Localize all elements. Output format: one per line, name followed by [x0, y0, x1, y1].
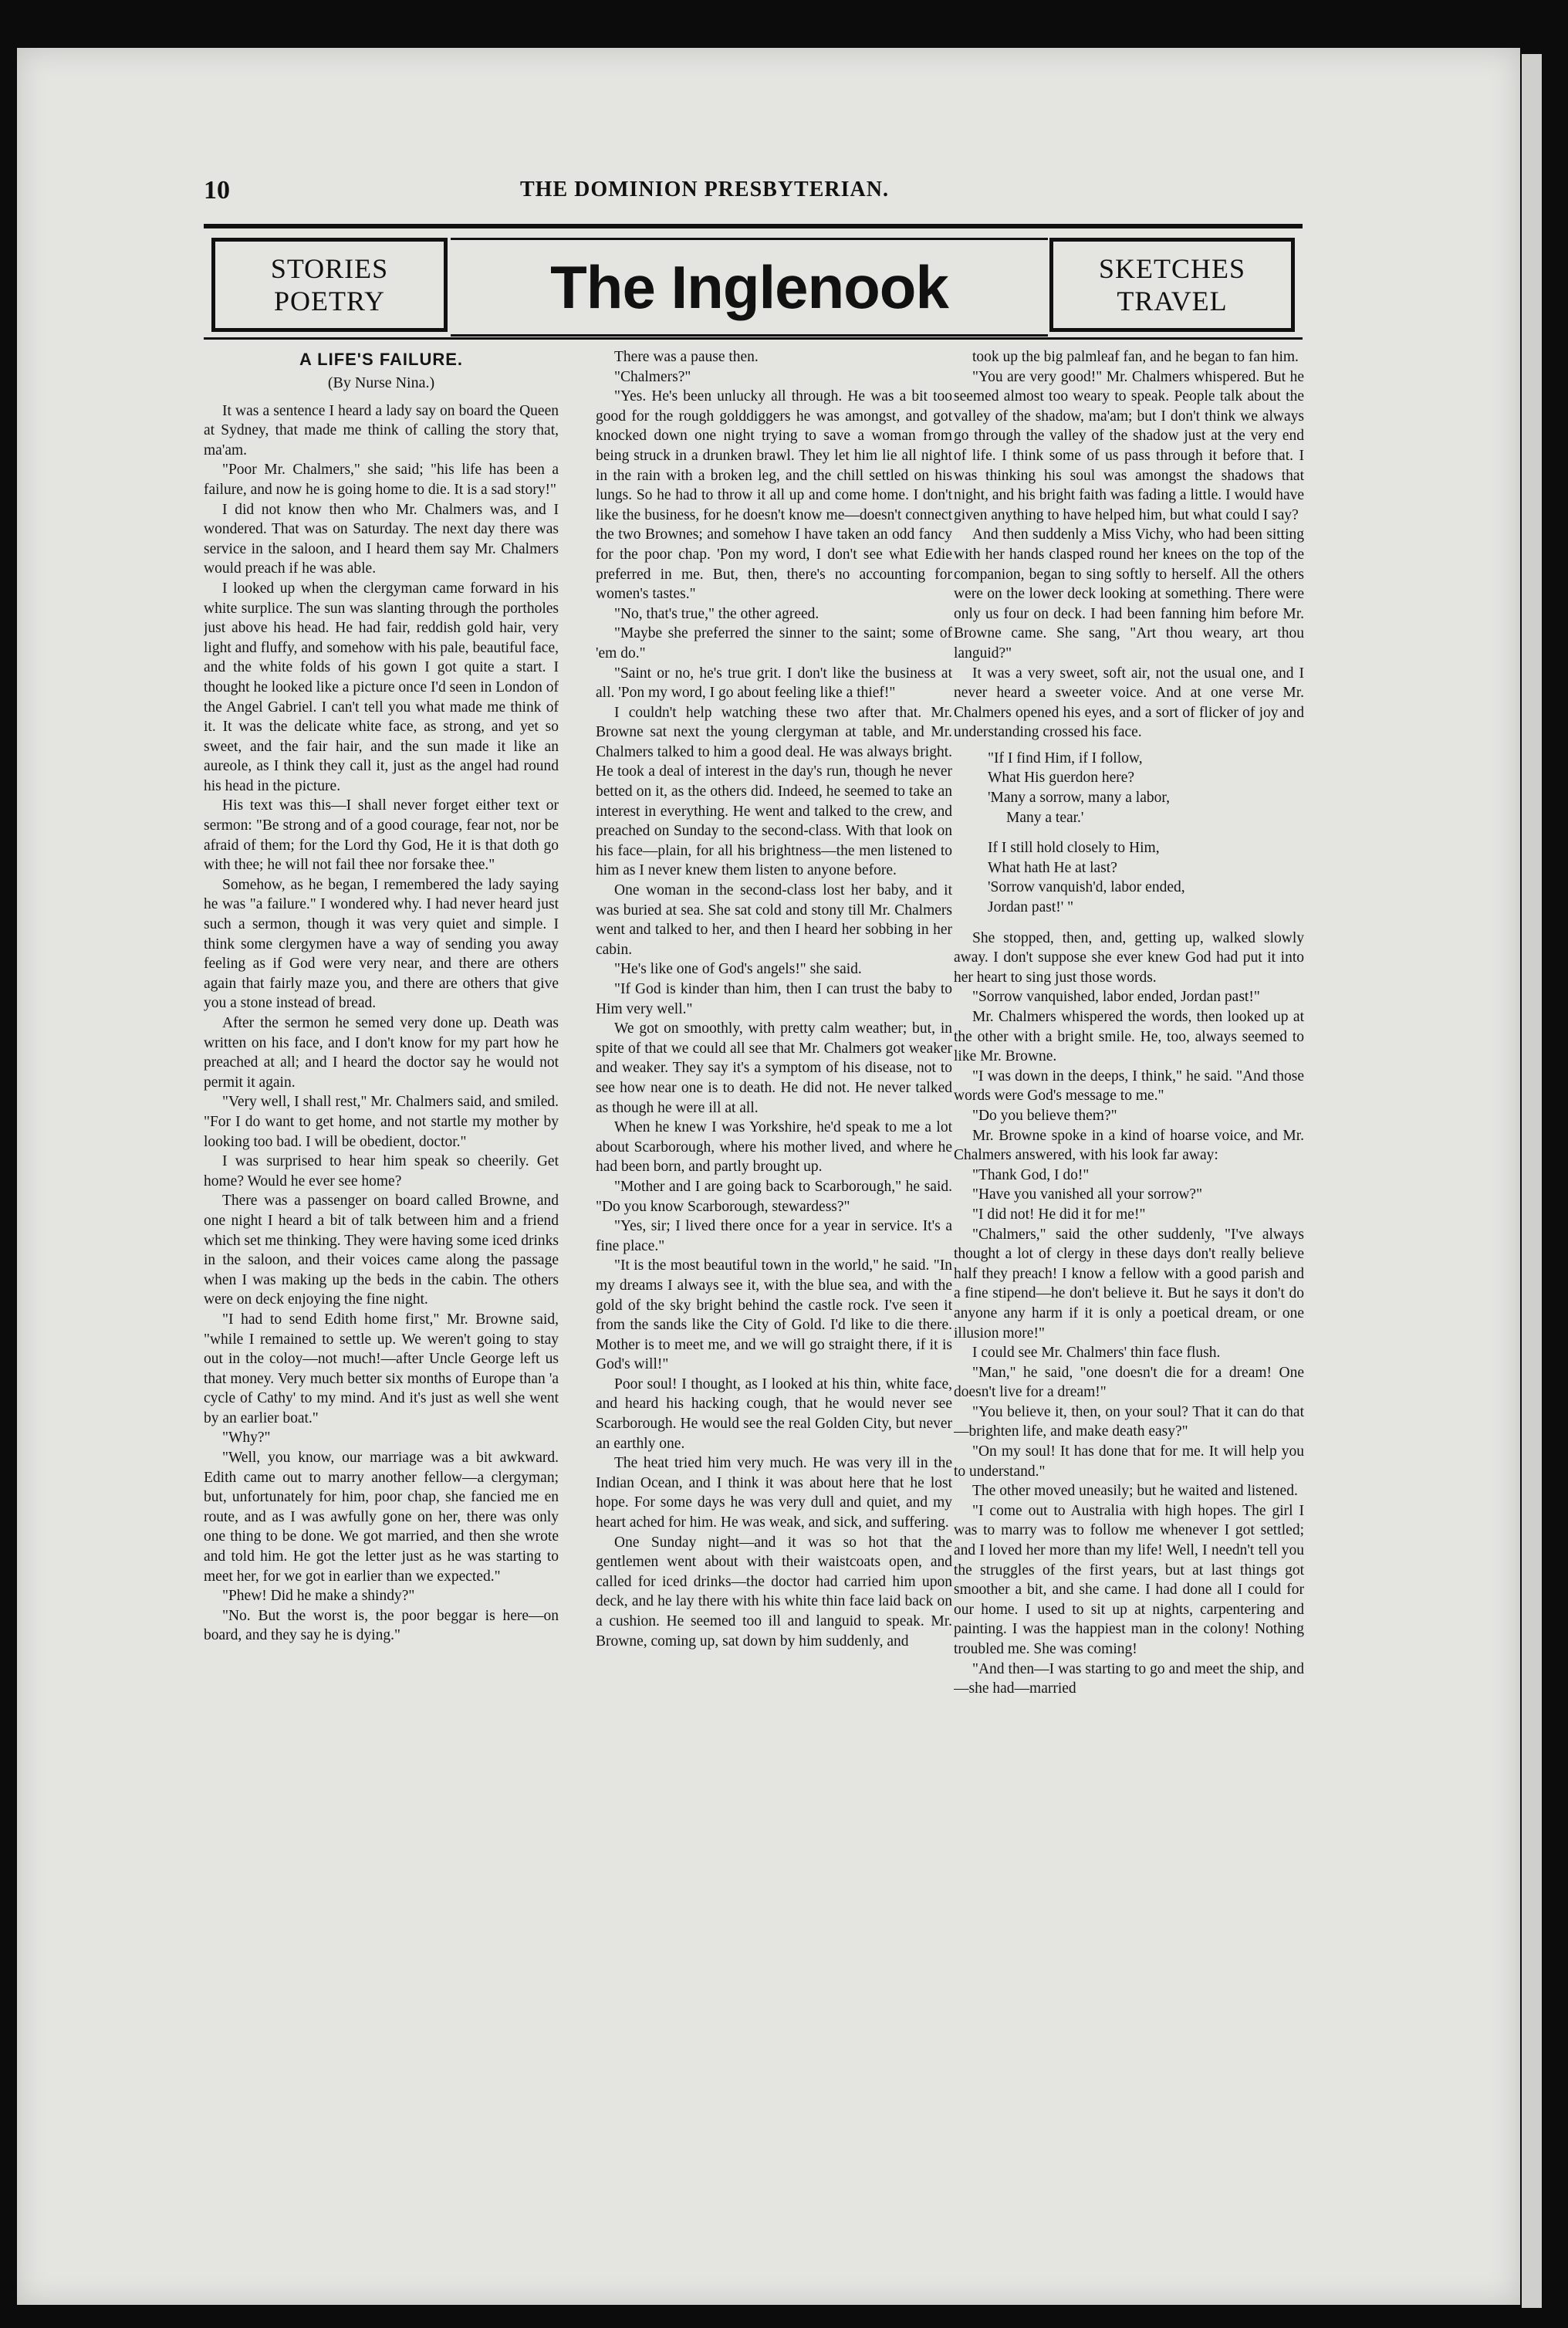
paragraph: "Why?": [222, 1430, 271, 1447]
paragraph: We got on smoothly, with pretty calm weather; but, in spite of that we could all see that Mr. Chalmers got weaker and weaker. They say it's a symptom of his disease, not to see how near one is to death. He did not. He never talked as though he were ill at all.: [596, 1020, 952, 1116]
masthead-right-label-1: SKETCHES: [1098, 253, 1246, 284]
paragraph: Poor soul! I thought, as I looked at his thin, white face, and heard his hacking cough, that he would never see Scarborough. He would see the real Golden City, but never an earthly one.: [596, 1375, 952, 1452]
paragraph: "Man," he said, "one doesn't die for a dream! One doesn't live for a dream!": [954, 1364, 1304, 1401]
paragraph: "Have you vanished all your sorrow?": [972, 1186, 1203, 1203]
paragraph: "Saint or no, he's true grit. I don't like the business at all. 'Pon my word, I go about feeling like a thief!": [596, 665, 952, 702]
paragraph: One woman in the second-class lost her baby, and it was buried at sea. She sat cold and stony till Mr. Chalmers went and talked to her, and then I heard her sobbing in her cabin.: [596, 882, 952, 958]
paragraph: "Chalmers," said the other suddenly, "I've always thought a lot of clergy in these days don't really believe half they preach! I know a fellow with a good parish and a fine stipend—he don't believe it. But he says it don't do anyone any harm if it is only a poetical dream, or one illusion more!": [954, 1226, 1304, 1342]
verse-line: "If I find Him, if I follow,: [988, 749, 1143, 766]
paragraph: It was a sentence I heard a lady say on board the Queen at Sydney, that made me think of calling the story that, ma'am.: [204, 402, 559, 458]
paragraph: "Thank God, I do!": [972, 1166, 1090, 1183]
verse-line: What hath He at last?: [988, 859, 1117, 876]
masthead-right-box: [1049, 238, 1295, 332]
paragraph: One Sunday night—and it was so hot that the gentlemen went about with their waistcoats open, and called for iced drinks—the doctor had carried him upon deck, and he lay there with his white thin face laid back on a cushion. He seemed too ill and languid to speak. Mr. Browne, coming up, sat down by him suddenly, and: [596, 1534, 952, 1650]
paragraph: "I did not! He did it for me!": [972, 1206, 1146, 1223]
paragraph: "If God is kinder than him, then I can trust the baby to Him very well.": [596, 981, 952, 1017]
running-head: [204, 176, 1299, 207]
column-3-body-bottom: [954, 929, 1304, 1699]
paragraph: And then suddenly a Miss Vichy, who had been sitting with her hands clasped round her knees on the top of the companion, began to sing softly to herself. All the others were on the lower deck looking at something. There were only us four on deck. I had been fanning him before Mr. Browne came. She sang, "Art thou weary, art thou languid?": [954, 526, 1304, 662]
paragraph: "I had to send Edith home first," Mr. Browne said, "while I remained to settle up. We weren't going to stay out in the coloy—not much!—after Uncle George left us that money. Very much better six months of Europe than 'a cycle of Cathy' to my mind. And it's just as well she went by an earlier boat.": [204, 1311, 559, 1426]
paragraph: "He's like one of God's angels!" she said.: [614, 961, 862, 978]
article-title: A LIFE'S FAILURE.: [299, 350, 464, 369]
article-byline: (By Nurse Nina.): [327, 374, 435, 391]
paragraph: When he knew I was Yorkshire, he'd speak to me a lot about Scarborough, where his mother lived, and where he had been born, and partly brought up.: [596, 1119, 952, 1176]
paragraph: "Phew! Did he make a shindy?": [222, 1588, 415, 1605]
paragraph: "Sorrow vanquished, labor ended, Jordan past!": [972, 989, 1260, 1006]
paragraph: "You are very good!" Mr. Chalmers whispered. But he seemed almost too weary to speak. People talk about the valley of the shadow, ma'am; but I don't think we always go through the valley of the shadow just at the very end of life. I think some of us pass through it before that. I was thinking his soul was amongst the shadows that night, and his bright faith was fading a little. I would have given anything to have helped him, but what could I say?: [954, 368, 1304, 523]
paragraph: "And then—I was starting to go and meet the ship, and—she had—married: [954, 1660, 1304, 1697]
paragraph: "Well, you know, our marriage was a bit awkward. Edith came out to marry another fellow—a clergyman; but, unfortunately for him, poor chap, she fancied me en route, and as I was awfully gone on her, there was only one thing to be done. We got married, and then she wrote and told him. He got the letter just as he was starting to meet her, for we got in earlier than we expected.": [204, 1450, 559, 1585]
masthead-left-box: [211, 238, 448, 332]
hymn-verse: [988, 749, 1304, 918]
paragraph: It was a very sweet, soft air, not the usual one, and I never heard a sweeter voice. And at one verse Mr. Chalmers opened his eyes, and a sort of flicker of joy and understanding crossed his face.: [954, 665, 1304, 741]
verse-line: 'Sorrow vanquish'd, labor ended,: [988, 879, 1185, 896]
paragraph: The heat tried him very much. He was very ill in the Indian Ocean, and I think it was about here that he lost hope. For some days he was very dull and quiet, and my heart ached for him. He was weak, and sick, and suffering.: [596, 1455, 952, 1531]
text-column-1: [204, 347, 559, 2123]
paragraph: I looked up when the clergyman came forward in his white surplice. The sun was slanting through the portholes just above his head. He had fair, reddish gold hair, very light and fluffy, and somehow with his pale, beautiful face, and the white folds of his gown I got quite a start. I thought he looked like a picture once I'd seen in London of the Angel Gabriel. I can't tell you what made me think of it. It was the delicate white face, as strong, and yet so sweet, and the fair hair, and the sun made it like an aureole, as I think they call it, just as the angel had round his head in the picture.: [204, 580, 559, 794]
section-masthead: [204, 224, 1303, 340]
paragraph: "I was down in the deeps, I think," he said. "And those words were God's message to me.": [954, 1068, 1304, 1105]
verse-line: 'Many a sorrow, many a labor,: [988, 790, 1170, 807]
paragraph: I did not know then who Mr. Chalmers was, and I wondered. That was on Saturday. The next day there was service in the saloon, and I heard them say Mr. Chalmers would preach if he was able.: [204, 501, 559, 577]
paragraph: "You believe it, then, on your soul? That it can do that—brighten life, and make death easy?": [954, 1403, 1304, 1440]
paragraph: I could see Mr. Chalmers' thin face flush.: [972, 1345, 1221, 1362]
paragraph: "Yes, sir; I lived there once for a year in service. It's a fine place.": [596, 1218, 952, 1254]
journal-title: THE DOMINION PRESBYTERIAN.: [520, 178, 889, 201]
text-column-3: [954, 347, 1304, 2123]
paragraph: There was a passenger on board called Browne, and one night I heard a bit of talk between him and a friend which set me thinking. They were having some iced drinks in the saloon, and their voices came along the passage when I was making up the beds in the cabin. The others were on deck enjoying the fine night.: [204, 1193, 559, 1308]
text-column-2: [596, 347, 952, 2123]
paragraph: "It is the most beautiful town in the world," he said. "In my dreams I always see it, with the blue sea, and with the gold of the sky bright behind the castle rock. I've seen it from the sands like the City of Gold. I'd like to die there. Mother is to meet me, and we will go straight there, if it is God's will!": [596, 1257, 952, 1373]
paragraph: The other moved uneasily; but he waited and listened.: [972, 1483, 1298, 1500]
masthead-left-label-1: STORIES: [270, 253, 389, 284]
masthead-right-label-2: TRAVEL: [1117, 286, 1228, 316]
verse-line: If I still hold closely to Him,: [988, 840, 1160, 857]
paragraph: "Poor Mr. Chalmers," she said; "his life has been a failure, and now he is going home to die. It is a sad story!": [204, 462, 559, 498]
paragraph: Mr. Chalmers whispered the words, then looked up at the other with a bright smile. He, too, always seemed to like Mr. Browne.: [954, 1009, 1304, 1065]
verse-stanza-2: [988, 838, 1304, 917]
column-3-body-top: [954, 347, 1304, 743]
verse-stanza-1: [988, 749, 1304, 827]
paragraph: took up the big palmleaf fan, and he began to fan him.: [972, 349, 1299, 365]
page-number: 10: [204, 176, 230, 205]
verse-line: Many a tear.': [1006, 809, 1084, 826]
paragraph: I couldn't help watching these two after that. Mr. Browne sat next the young clergyman at table, and Mr. Chalmers talked to him a good deal. He was always bright. He took a deal of interest in the day's run, though he never betted on it, as the others did. Indeed, he seemed to take an interest in everything. He went and talked to the crew, and preached on Sunday to the second-class. With that look on his face—plain, for all his brightness—the men listened to him as I never knew them listen to anyone before.: [596, 704, 952, 879]
paragraph: "Do you believe them?": [972, 1107, 1117, 1124]
section-title: The Inglenook: [451, 238, 1048, 337]
paragraph: "Mother and I are going back to Scarborough," he said. "Do you know Scarborough, stewardess?": [596, 1178, 952, 1215]
paragraph: His text was this—I shall never forget either text or sermon: "Be strong and of a good courage, fear not, nor be afraid of them; for the Lord thy God, He it is that doth go with thee; he will not fail thee nor forsake thee.": [204, 797, 559, 874]
column-2-body: [596, 347, 952, 1651]
masthead-left-label-2: POETRY: [273, 286, 386, 316]
paragraph: "No. But the worst is, the poor beggar is here—on board, and they say he is dying.": [204, 1607, 559, 1644]
paragraph: "Very well, I shall rest," Mr. Chalmers said, and smiled. "For I do want to get home, and not startle my mother by looking too bad. I will be obedient, doctor.": [204, 1094, 559, 1150]
next-page-edge: [1522, 54, 1542, 2308]
paragraph: I was surprised to hear him speak so cheerily. Get home? Would he ever see home?: [204, 1153, 559, 1189]
verse-line: Jordan past!' ": [988, 899, 1074, 916]
paragraph: After the sermon he semed very done up. Death was written on his face, and I don't know for my part how he preached at all; and I heard the doctor say he would not permit it again.: [204, 1015, 559, 1091]
paragraph: Mr. Browne spoke in a kind of hoarse voice, and Mr. Chalmers answered, with his look far away:: [954, 1127, 1304, 1164]
paragraph: "On my soul! It has done that for me. It will help you to understand.": [954, 1443, 1304, 1480]
paragraph: "Yes. He's been unlucky all through. He was a bit too good for the rough golddiggers he was amongst, and got knocked down one night trying to save a woman from being struck in a drunken brawl. They let him lie all night in the rain with a broken leg, and the chill settled on his lungs. So he had to throw it all up and come home. I don't like the business, for he doesn't know me—doesn't connect the two Brownes; and somehow I have taken an odd fancy for the poor chap. 'Pon my word, I don't see what Edie preferred in me. But, then, there's no accounting for women's tastes.": [596, 388, 952, 603]
paragraph: Somehow, as he began, I remembered the lady saying he was "a failure." I wondered why. I had never heard just such a sermon, though it was very quiet and simple. I think some clergymen have a way of sending you away feeling as if God were very near, and there are others again that fairly maze you, and there are others that give you a stone instead of bread.: [204, 876, 559, 1012]
verse-line: What His guerdon here?: [988, 770, 1135, 787]
paragraph: There was a pause then.: [614, 349, 759, 365]
paragraph: "Maybe she preferred the sinner to the saint; some of 'em do.": [596, 625, 952, 662]
paragraph: "No, that's true," the other agreed.: [614, 605, 819, 622]
paragraph: "I come out to Australia with high hopes. The girl I was to marry was to follow me whenever I got settled; and I loved her more than my life! Well, I needn't tell you the struggles of the first years, but at last things got smoother a bit, and she came. I had done all I could for our home. I used to sit up at nights, carpentering and painting. I was the happiest man in the colony! Nothing troubled me. She was coming!: [954, 1502, 1304, 1657]
column-1-body: [204, 401, 559, 1646]
paragraph: "Chalmers?": [614, 368, 691, 385]
paragraph: She stopped, then, and, getting up, walked slowly away. I don't suppose she ever knew God had put it into her heart to sing just those words.: [954, 929, 1304, 986]
